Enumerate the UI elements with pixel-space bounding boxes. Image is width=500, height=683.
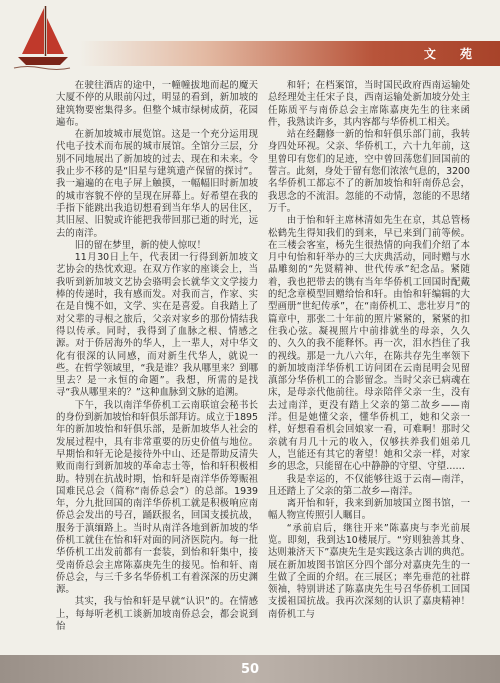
paragraph: 站在经翻修一新的怡和轩俱乐部门前，我转身四处环视。父亲、华侨机工，六十九年前，这里曾印有您们的足迹，空中曾回荡您们回国前的誓言。此刻，身处于留有您们浓浓气息的，3200名华侨机工都忘不了的新加坡怡和轩南侨总会，我思念的不流泪。忽能的不动情，忽能的不思绪万千。 [268,129,470,214]
page-footer [0,655,500,683]
paragraph: 我是幸运的，不仅能够往返于云南—南洋，且还踏上了父亲的第二故乡—南洋。 [268,473,470,497]
paragraph: 旧的留在梦里，新的使人惊叹！ [74,239,207,251]
sailboat-logo [12,4,72,70]
paragraph: 在驶往酒店的途中，一幢幢拔地而起的魔天大厦不停的从眼前闪过，明显的看到，新加坡的建筑物要密集得多。但整个城市绿树成荫，花园遍布。 [56,80,258,128]
section-banner [80,41,500,66]
paragraph: 在新加坡城市展览馆。这是一个充分运用现代电子技术而布展的城市展馆。全馆分三层，分别不同地展出了新加坡的过去、现在和未来。令我止步不移的是“旧星与建筑遗产保留的探讨”。我一遍遍的在电子屏上触摸，一幅幅旧时新加坡的城市容貌不停的呈现在屏幕上。好希望在我的手指下能跳出我追切想看到当年华人的居住区，其旧屋、旧貌或许能把我带回那已逝的时光，远去的南洋。 [56,129,258,239]
section-title: 文 苑 [423,47,482,61]
page-header [0,0,500,75]
paragraph: 下午，我以南洋华侨机工云南联谊会秘书长的身份到新加坡怡和轩俱乐部拜访。成立于1895年的新加坡怡和轩俱乐部，是新加坡华人社会的发展过程中，具有非常重要的历史价值与地位。早期怡和轩无论是接待外中山、还是帮助反清失败而南行到新加坡的革命志士等，怡和轩积极相助。特别在抗战时期，怡和轩是南洋华侨筹赈祖国难民总会（简称“南侨总会”）的总部。1939年，分九批回国的南洋华侨机工就是积极响应南侨总会发出的号召，踊跃报名，回国支援抗战，服务于滇缅路上。当时从南洋各地到新加坡的华侨机工就住在怡和轩对面的同济医院内。每一批华侨机工出发前都有一套装，到怡和轩集中，接受南侨总会主席陈嘉庚先生的接见。怡和轩、南侨总会，与三千多名华侨机工有着深深的历史渊源。 [56,399,258,596]
paragraph: 离开怡和轩，我来到新加坡国立图书馆，一幅人物宣传照引人瞩目。 [268,498,470,522]
paragraph: 由于怡和轩主席林清如先生在京，其总管杨松鹤先生得知我们的到来，早已来到门前等候。在三楼会客室，杨先生很热情的向我们介绍了本月中旬怡和轩举办的三大庆典活动，同时赠与水晶雕刻的“先贤精神、世代传承”纪念品。紧随着，我也把带去的镌有当年华侨机工回国时配戴的纪念章模型回赠给怡和轩。由怡和轩编辑的大型画册“世纪传承”，在“南侨机工、悲壮岁月”的篇章中，那张二十年前的照片紧紧的，紧紧的扣住我心弦。凝视照片中前排就坐的母亲，久久的、久久的我不能释怀。再一次，泪水挡住了我的视线。那是一九八六年，在陈共存先生率领下的新加坡南洋华侨机工访问团在云南昆明会见留滇部分华侨机工的合影留念。当时父亲已病魂在床，是母亲代他前往。母亲陪伴父亲一生，没有去过南洋，更没有踏上父亲的第二故乡——南洋。但是她懂父亲，懂华侨机工，她和父亲一样，好想看看机会回娘家一看，可难啊！那时父亲就有月几十元的收入，仅够扶养我们姐弟几人，岂能还有其它的奢望！她和父亲一样，对家乡的思念，只能留在心中静静的守望、守望…… [268,215,470,473]
right-column [268,80,470,658]
paragraph: “承前启后，继往开来”陈嘉庚与李光前展览。即刻，我到达10楼展厅。“穷则独善其身、达则兼济天下”嘉庚先生是实践这条古训的典范。展在新加坡图书馆区分四个部分对嘉庚先生的一生做了全面的介绍。在三展区；率先垂范的社群领袖，特别讲述了陈嘉庚先生号召华侨机工回国支援祖国抗战。我再次深刻的认识了嘉庚精神！南侨机工与 [268,522,470,620]
paragraph: 其实，我与怡和轩是早就“认识”的。在情感上，每每听老机工谈新加坡南侨总会，都会说到怡 [56,596,258,633]
page-number: 50 [240,662,260,677]
left-column [56,80,258,658]
paragraph: 和轩；在档案馆，当时国民政府西南运输处总经理处主任宋子良，西南运输处新加坡分处主任陈质平与南侨总会主席陈嘉庚先生的往来函件，我熟读许多，其内容都与华侨机工相关。 [268,80,470,128]
paragraph: 11月30日上午，代表团一行得到新加坡文艺协会的热忱欢迎。在双方作家的座谈会上，当我听到新加坡文艺协会骆明会长就华文文学接力棒的传递时，我有感而发。对我而言，作家、实在是自愧不如，文学、实在是喜爱。自我踏上了对父辈的寻根之旅后，父亲对家乡的那份情结我得以传承。同时，我得到了血脉之根、情感之源。对于侨居海外的华人，上一辈人，对中华文化有很深的认同感，而对新生代华人，就说一些。在哲学领域里，“我是谁？我从哪里来？到哪里去？是一永恒的命题”。我想，所需的是找寻“我从哪里来的？”这种血脉到文脉的追溯。 [56,252,258,399]
